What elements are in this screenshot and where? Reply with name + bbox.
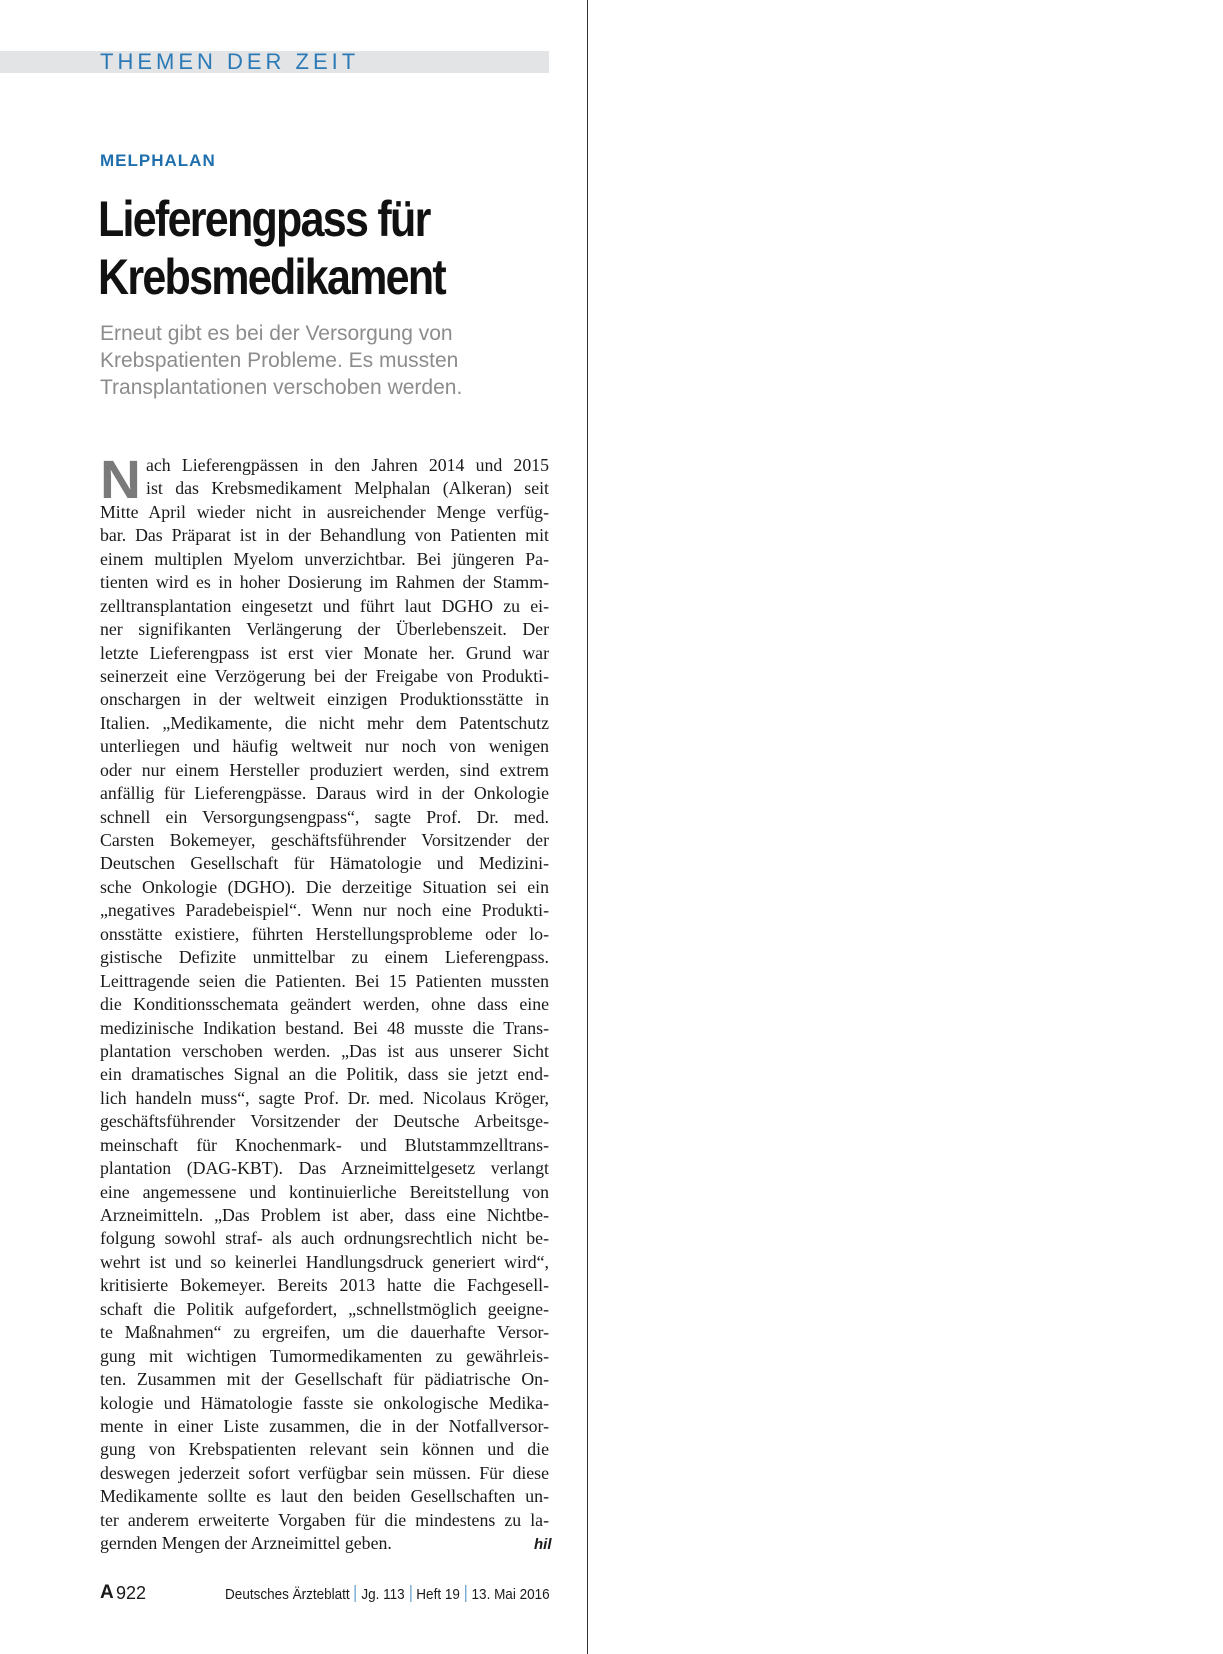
body-line: onschargen in der weltweit einzigen Produktionsstätte in <box>100 689 549 710</box>
body-line: Italien. „Medikamente, die nicht mehr dem Patentschutz <box>100 712 549 733</box>
body-line: lich handeln muss“, sagte Prof. Dr. med. Nicolaus Kröger, <box>100 1087 549 1108</box>
headline <box>98 190 502 306</box>
footer-separator <box>410 1585 411 1602</box>
body-line: ten. Zusammen mit der Gesellschaft für pädiatrische On- <box>100 1369 549 1390</box>
volume: Jg. 113 <box>361 1586 406 1603</box>
kicker: MELPHALAN <box>100 151 216 170</box>
body-line: geschäftsführender Vorsitzender der Deutsche Arbeitsge- <box>100 1111 549 1132</box>
body-line: ist das Krebsmedikament Melphalan (Alkeran) seit <box>146 478 549 499</box>
body-line: ter anderem erweiterte Vorgaben für die mindestens zu la- <box>100 1509 549 1530</box>
body-line: letzte Lieferengpass ist erst vier Monate her. Grund war <box>100 642 549 663</box>
publication-info <box>225 1585 550 1603</box>
article-body <box>100 450 549 1556</box>
body-line: schaft die Politik aufgefordert, „schnellstmöglich geeigne- <box>100 1298 549 1319</box>
issue-date: 13. Mai 2016 <box>471 1586 550 1603</box>
body-line: deswegen jederzeit sofort verfügbar sein müssen. Für diese <box>100 1462 549 1483</box>
page-number: 922 <box>116 1583 147 1603</box>
page-footer <box>100 1582 550 1606</box>
body-line: einem multiplen Myelom unverzichtbar. Bei jüngeren Pa- <box>100 548 549 569</box>
body-line: die Konditionsschemata geändert werden, ohne dass eine <box>100 994 549 1015</box>
body-line: oder nur einem Hersteller produziert werden, sind extrem <box>100 759 549 780</box>
body-line: meinschaft für Knochenmark- und Blutstammzelltrans- <box>100 1134 549 1155</box>
body-line: Carsten Bokemeyer, geschäftsführender Vorsitzender der <box>100 830 549 850</box>
body-line: seinerzeit eine Verzögerung bei der Freigabe von Produkti- <box>100 665 549 686</box>
author-initials: hil <box>534 1536 552 1553</box>
body-line: gung von Krebspatienten relevant sein können und die <box>100 1439 549 1460</box>
body-line: eine angemessene und kontinuierliche Bereitstellung von <box>100 1181 549 1202</box>
body-line: medizinische Indikation bestand. Bei 48 musste die Trans- <box>100 1017 549 1038</box>
headline-line-2: Krebsmedikament <box>98 249 446 305</box>
body-line: plantation (DAG-KBT). Das Arzneimittelgesetz verlangt <box>100 1158 549 1179</box>
body-line: Arzneimitteln. „Das Problem ist aber, dass eine Nichtbe- <box>100 1205 549 1225</box>
body-line: „negatives Paradebeispiel“. Wenn nur noch eine Produkti- <box>100 900 549 921</box>
body-line: te Maßnahmen“ zu ergreifen, um die dauerhafte Versor- <box>100 1322 549 1343</box>
body-line: gistische Defizite unmittelbar zu einem Lieferengpass. <box>100 947 549 968</box>
body-line: Deutschen Gesellschaft für Hämatologie und Medizini- <box>100 853 549 874</box>
body-line: ach Lieferengpässen in den Jahren 2014 und 2015 <box>146 455 549 475</box>
body-line: schnell ein Versorgungsengpass“, sagte Prof. Dr. med. <box>100 806 549 827</box>
body-line: unterliegen und häufig weltweit nur noch von wenigen <box>100 736 549 757</box>
body-line: Mitte April wieder nicht in ausreichender Menge verfüg- <box>100 501 549 522</box>
body-line: onsstätte existiere, führten Herstellungsprobleme oder lo- <box>100 923 549 944</box>
section-label: THEMEN DER ZEIT <box>100 49 360 74</box>
body-line: mente in einer Liste zusammen, die in der Notfallversor- <box>100 1415 549 1436</box>
drop-cap: N <box>100 450 141 510</box>
page-letter: A <box>100 1582 114 1603</box>
body-line: anfällig für Lieferengpässe. Daraus wird in der Onkologie <box>100 783 549 804</box>
body-line: zelltransplantation eingesetzt und führt laut DGHO zu ei- <box>100 595 549 616</box>
subtitle-line-2: Krebspatienten Probleme. Es mussten <box>100 349 459 372</box>
body-line: plantation verschoben werden. „Das ist aus unserer Sicht <box>100 1040 549 1061</box>
subtitle-line-1: Erneut gibt es bei der Versorgung von <box>100 322 453 345</box>
footer-separator <box>466 1585 467 1602</box>
body-line: ein dramatisches Signal an die Politik, dass sie jetzt end- <box>100 1064 549 1085</box>
body-line: bar. Das Präparat ist in der Behandlung von Patienten mit <box>100 525 549 546</box>
body-line: Leittragende seien die Patienten. Bei 15 Patienten mussten <box>100 970 549 991</box>
body-line: sche Onkologie (DGHO). Die derzeitige Situation sei ein <box>100 876 549 897</box>
body-line: wehrt ist und so keinerlei Handlungsdruck generiert wird“, <box>100 1251 549 1272</box>
issue: Heft 19 <box>416 1586 461 1603</box>
body-line: kologie und Hämatologie fasste sie onkologische Medika- <box>100 1392 549 1413</box>
column-divider <box>587 0 588 1654</box>
body-line: ner signifikanten Verlängerung der Überlebenszeit. Der <box>100 619 549 640</box>
subtitle <box>100 320 560 401</box>
subtitle-line-3: Transplantationen verschoben werden. <box>100 376 463 399</box>
body-line: folgung sowohl straf- als auch ordnungsrechtlich nicht be- <box>100 1228 549 1249</box>
body-line: kritisierte Bokemeyer. Bereits 2013 hatte die Fachgesell- <box>100 1275 549 1296</box>
journal-name: Deutsches Ärzteblatt <box>225 1586 351 1603</box>
body-line: gung mit wichtigen Tumormedikamenten zu gewährleis- <box>100 1345 549 1366</box>
footer-separator <box>355 1585 356 1602</box>
headline-line-1: Lieferengpass für <box>98 191 430 247</box>
body-line: Medikamente sollte es laut den beiden Gesellschaften un- <box>100 1486 549 1507</box>
body-line: gernden Mengen der Arzneimittel geben. <box>100 1533 392 1554</box>
body-line: tienten wird es in hoher Dosierung im Rahmen der Stamm- <box>100 572 549 593</box>
